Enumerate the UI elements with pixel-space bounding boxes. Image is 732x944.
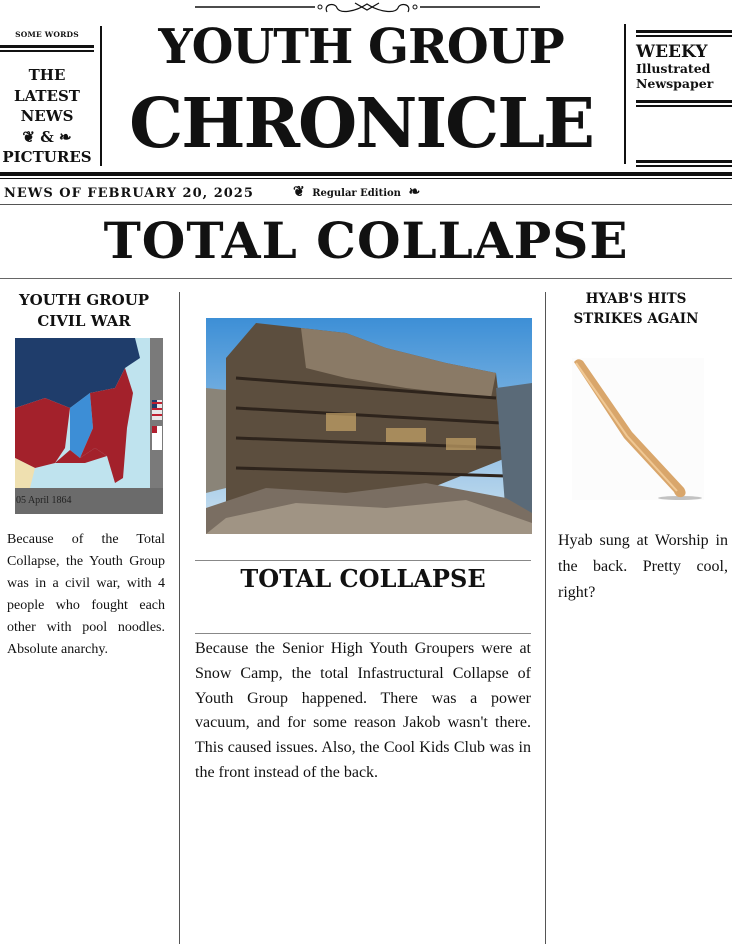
latest-line: LATEST [14, 86, 80, 105]
map-caption: 05 April 1864 [16, 495, 72, 506]
column-divider [179, 292, 180, 944]
collapsed-building-image [206, 318, 532, 534]
double-rule [636, 105, 732, 107]
latest-line: & [40, 127, 54, 146]
vertical-divider [624, 24, 626, 164]
heading-line: HYAB'S HITS [585, 291, 687, 307]
newspaper-label: Newspaper [636, 76, 714, 91]
latest-news-block [0, 65, 94, 168]
dateline-edition [293, 184, 420, 200]
weeky-label: WEEKY [636, 42, 708, 62]
double-rule [636, 30, 732, 33]
top-flourish-ornament [195, 0, 540, 16]
illustrated-label: Illustrated [636, 61, 711, 76]
latest-line: THE [28, 66, 66, 84]
fleuron-icon: ❦ [293, 184, 305, 200]
map-graphic [15, 338, 163, 514]
heading-line: CIVIL WAR [37, 312, 131, 330]
dateline-date: NEWS OF FEBRUARY 20, 2025 [4, 186, 254, 201]
latest-line: PICTURES [2, 148, 92, 166]
dateline-top-rule-thin [0, 178, 732, 179]
baseball-bat-image [572, 358, 704, 500]
double-rule [636, 160, 732, 163]
masthead-left-box [0, 28, 94, 168]
double-rule [0, 45, 94, 48]
masthead-right-box [636, 30, 732, 167]
center-subheading: TOTAL COLLAPSE [240, 564, 486, 593]
masthead-title-line2: CHRONICLE [129, 84, 593, 164]
heading-line: STRIKES AGAIN [573, 311, 699, 327]
subheading-top-rule [195, 560, 531, 561]
left-column-heading [4, 290, 164, 332]
dateline-top-rule [0, 172, 732, 176]
double-rule [636, 35, 732, 37]
double-rule [0, 50, 94, 52]
bat-graphic [572, 358, 704, 500]
main-headline: TOTAL COLLAPSE [103, 211, 629, 270]
fleuron-icon: ❦ [22, 127, 41, 146]
double-rule [636, 165, 732, 167]
civil-war-map-image [15, 338, 163, 514]
right-column-heading [556, 289, 716, 329]
heading-line: YOUTH GROUP [18, 291, 150, 309]
left-column-body: Because of the Total Collapse, the Youth Group was in a civil war, with 4 people who fought each other with pool noodles. Absolute anarchy. [7, 532, 165, 657]
headline-bottom-rule [0, 278, 732, 279]
column-divider [545, 292, 546, 944]
latest-line: NEWS [20, 107, 74, 125]
body-top-rule [195, 633, 531, 634]
fleuron-icon: ❧ [408, 184, 421, 200]
ampersand-row [0, 127, 94, 148]
edition-label: Regular Edition [312, 188, 401, 199]
fleuron-icon: ❧ [53, 127, 72, 146]
double-rule [636, 100, 732, 103]
center-column-body: Because the Senior High Youth Groupers were at Snow Camp, the total Infastructural Collapse of Youth Group happened. There was a power vacuum, and for some reason Jakob wasn't there. This caused issues. Also, the Cool Kids Club was in the front instead of the back. [195, 640, 531, 781]
dateline-bottom-rule [0, 204, 732, 205]
right-column-body: Hyab sung at Worship in the back. Pretty cool, right? [558, 532, 728, 601]
masthead-title-line1: YOUTH GROUP [158, 19, 564, 75]
some-words-label: SOME WORDS [15, 30, 79, 39]
collapse-photo-graphic [206, 318, 532, 534]
